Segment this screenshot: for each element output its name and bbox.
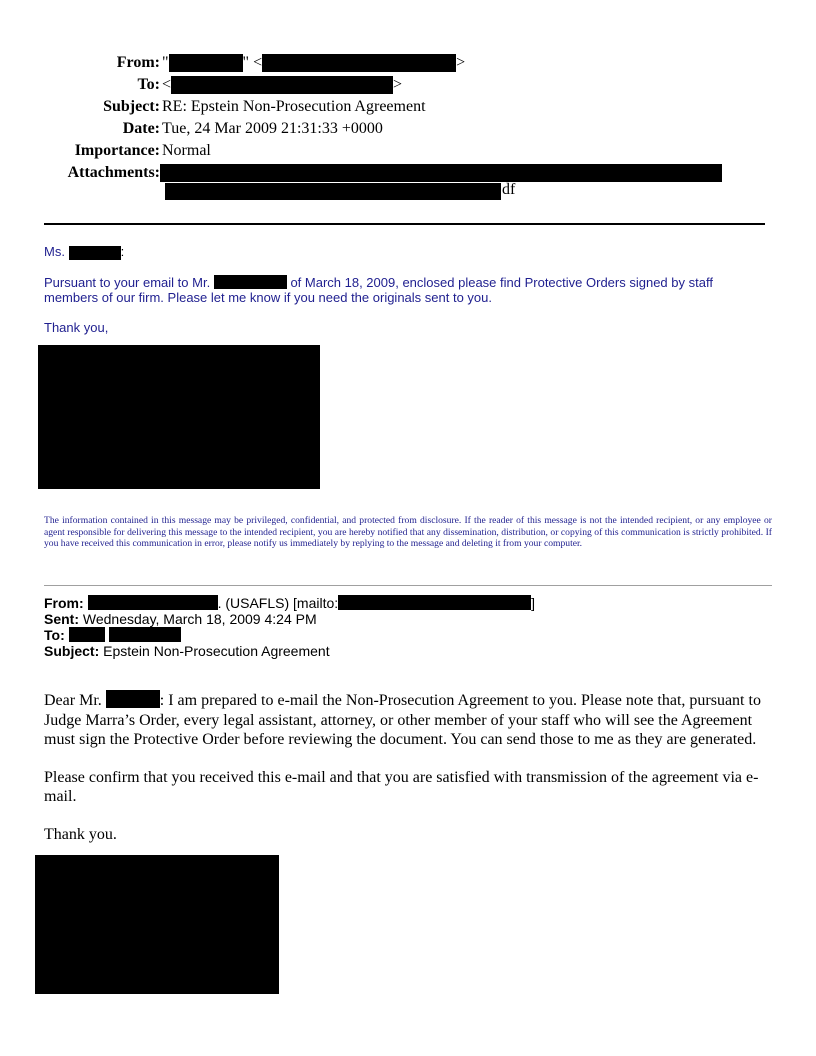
signature-redaction-block — [35, 855, 279, 994]
forwarded-subject-row — [44, 643, 330, 659]
forwarded-body — [44, 690, 772, 844]
forwarded-sent-row — [44, 611, 317, 627]
salutation-text: Ms. — [44, 244, 65, 259]
forwarded-sent-label: Sent: — [44, 611, 79, 627]
redaction-block — [69, 627, 105, 642]
redaction-block — [88, 595, 218, 610]
forwarded-paragraph-1-text: : I am prepared to e-mail the Non-Prosecution Agreement to you. Please note that, pursuant to Judge Marra’s Order, every legal assistant, attorney, or other member of your staff who will see the Agreement must sign the Protective Order before reviewing the document. You can send those to me as they are generated. — [44, 692, 761, 748]
salutation-colon: : — [120, 244, 125, 259]
to-angle-close: > — [393, 76, 403, 93]
forwarded-from-label: From: — [44, 595, 84, 611]
from-value — [162, 54, 465, 72]
forwarded-greeting: Dear Mr. — [44, 692, 102, 709]
forwarded-to-row — [44, 627, 181, 643]
reply-body-part2: of March 18, 2009, enclosed please find Protective Orders signed by staff members of our firm. Please let me know if you need the originals sent to you. — [44, 275, 713, 305]
redaction-block — [169, 54, 243, 72]
redaction-block — [171, 76, 393, 94]
to-angle-open: < — [162, 76, 172, 93]
subject-value: RE: Epstein Non-Prosecution Agreement — [162, 98, 426, 115]
reply-body — [44, 275, 764, 305]
attachments-label: Attachments: — [67, 164, 160, 181]
forwarded-paragraph-2: Please confirm that you received this e-mail and that you are satisfied with transmission of the agreement via e-mail. — [44, 768, 759, 805]
forwarded-from-row — [44, 595, 535, 611]
forwarded-sent-value: Wednesday, March 18, 2009 4:24 PM — [82, 611, 317, 627]
importance-label: Importance: — [74, 142, 160, 159]
redaction-block — [160, 164, 722, 182]
forwarded-from-mid: . (USAFLS) [mailto: — [217, 595, 339, 611]
forwarded-to-label: To: — [44, 627, 65, 643]
from-quote-open: " — [162, 54, 169, 71]
forwarded-paragraph-1 — [44, 690, 772, 750]
subject-label: Subject: — [103, 98, 160, 115]
forwarded-from-end: ] — [531, 595, 536, 611]
redaction-block — [262, 54, 456, 72]
redaction-block — [106, 690, 160, 708]
forwarded-subject-label: Subject: — [44, 643, 100, 659]
forwarded-closing: Thank you. — [44, 825, 117, 843]
confidentiality-disclaimer: The information contained in this message may be privileged, confidential, and protected from disclosure. If the reader of this message is not the intended recipient, or any employee or agent responsible for delivering this message to the intended recipient, you are hereby notified that any dissemination, distribution, or copying of this communication is strictly prohibited. If you have received this communication in error, please notify us immediately by replying to the message and deleting it from your computer. — [44, 515, 772, 549]
reply-salutation — [44, 244, 124, 260]
reply-closing: Thank you, — [44, 320, 109, 335]
date-label: Date: — [122, 120, 160, 137]
attachments-tail: df — [502, 181, 516, 198]
redaction-block — [69, 246, 121, 260]
to-value — [162, 76, 402, 94]
from-label: From: — [116, 54, 160, 71]
to-label: To: — [137, 76, 160, 93]
date-value: Tue, 24 Mar 2009 21:31:33 +0000 — [162, 120, 383, 137]
redaction-block — [165, 183, 501, 200]
from-quote-close: " < — [242, 54, 263, 71]
reply-body-part1: Pursuant to your email to Mr. — [44, 275, 211, 290]
redaction-block — [109, 627, 181, 642]
from-angle-close: > — [456, 54, 466, 71]
redaction-block — [214, 275, 287, 289]
signature-redaction-block — [38, 345, 320, 489]
forward-divider — [44, 585, 772, 586]
header-divider — [44, 223, 765, 225]
forwarded-subject-value: Epstein Non-Prosecution Agreement — [103, 643, 330, 659]
redaction-block — [338, 595, 531, 610]
importance-value: Normal — [162, 142, 211, 159]
